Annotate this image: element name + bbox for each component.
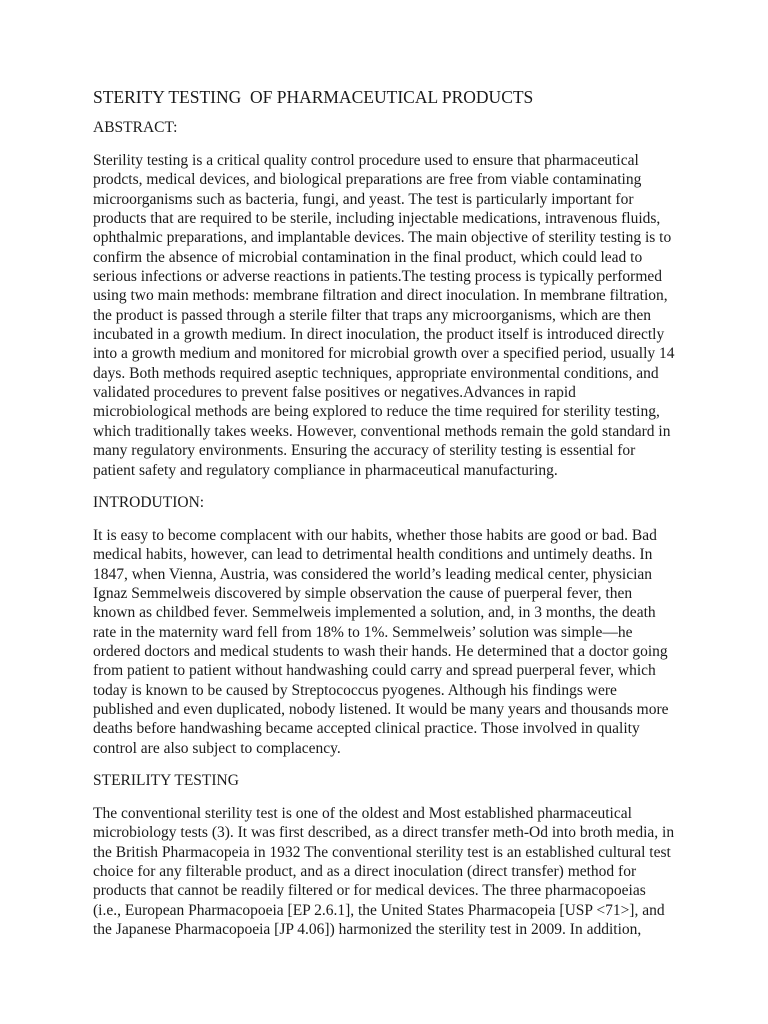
section-paragraph	[93, 526, 683, 758]
paragraph-line: days. Both methods required aseptic techniques, appropriate environmental conditions, and	[93, 364, 659, 382]
paragraph-line: the product is passed through a sterile filter that traps any microorganisms, which are then	[93, 306, 651, 324]
paragraph-line: which traditionally takes weeks. However, conventional methods remain the gold standard in	[93, 422, 671, 440]
paragraph-line: control are also subject to complacency.	[93, 739, 341, 757]
paragraph-line: medical habits, however, can lead to detrimental health conditions and untimely deaths. In	[93, 546, 653, 564]
paragraph-line: products that cannot be readily filtered or for medical devices. The three pharmacopoeias	[93, 882, 646, 900]
paragraph-line: choice for any filterable product, and as a direct inoculation (direct transfer) method for	[93, 863, 637, 880]
section-heading-abstract: ABSTRACT:	[93, 119, 178, 136]
paragraph-line: 1847, when Vienna, Austria, was considered the world’s leading medical center, physician	[93, 565, 653, 583]
paragraph-line: (i.e., European Pharmacopoeia [EP 2.6.1], the United States Pharmacopeia [USP <71>], and	[93, 901, 665, 919]
paragraph-line: from patient to patient without handwashing could carry and spread puerperal fever, which	[93, 662, 656, 680]
paragraph-line: into a growth medium and monitored for microbial growth over a specified period, usually 14	[93, 345, 675, 363]
paragraph-line: many regulatory environments. Ensuring the accuracy of sterility testing is essential for	[93, 442, 636, 460]
document-body	[93, 118, 683, 939]
paragraph-line: today is known to be caused by Streptococcus pyogenes. Although his findings were	[93, 681, 617, 699]
paragraph-line: ophthalmic preparations, and implantable devices. The main objective of sterility testing is to	[93, 229, 672, 247]
paragraph-line: confirm the absence of microbial contamination in the final product, which could lead to	[93, 248, 643, 266]
document-title: STERITY TESTING OF PHARMACEUTICAL PRODUCTS	[93, 87, 534, 107]
paragraph-line: rate in the maternity ward fell from 18% to 1%. Semmelweis’ solution was simple—he	[93, 623, 633, 641]
paragraph-line: using two main methods: membrane filtration and direct inoculation. In membrane filtration,	[93, 287, 668, 305]
paragraph-line: ordered doctors and medical students to wash their hands. He determined that a doctor going	[93, 642, 668, 660]
paragraph-line: microorganisms such as bacteria, fungi, and yeast. The test is particularly important for	[93, 190, 634, 208]
paragraph-line: It is easy to become complacent with our habits, whether those habits are good or bad. Bad	[93, 526, 657, 544]
paragraph-line: the British Pharmacopeia in 1932 The conventional sterility test is an established cultural test	[93, 843, 671, 861]
paragraph-line: incubated in a growth medium. In direct inoculation, the product itself is introduced directly	[93, 326, 665, 344]
section-paragraph	[93, 804, 683, 939]
paragraph-line: known as childbed fever. Semmelweis implemented a solution, and, in 3 months, the death	[93, 604, 656, 622]
paragraph-line: patient safety and regulatory compliance in pharmaceutical manufacturing.	[93, 461, 558, 479]
paragraph-line: the Japanese Pharmacopoeia [JP 4.06]) harmonized the sterility test in 2009. In addition,	[93, 921, 642, 939]
paragraph-line: prodcts, medical devices, and biological preparations are free from viable contaminating	[93, 171, 642, 189]
paragraph-line: The conventional sterility test is one of the oldest and Most established pharmaceutical	[93, 804, 632, 822]
paragraph-line: validated procedures to prevent false positives or negatives.Advances in rapid	[93, 384, 576, 402]
paragraph-line: serious infections or adverse reactions in patients.The testing process is typically performed	[93, 268, 663, 286]
paragraph-line: deaths before handwashing became accepted clinical practice. Those involved in quality	[93, 720, 640, 738]
paragraph-line: microbiology tests (3). It was first described, as a direct transfer meth-Od into broth media, in	[93, 824, 675, 842]
section-heading-sterility-testing: STERILITY TESTING	[93, 771, 239, 789]
paragraph-line: published and even duplicated, nobody listened. It would be many years and thousands more	[93, 700, 669, 718]
section-paragraph	[93, 151, 683, 480]
section-heading-introdution: INTRODUTION:	[93, 493, 205, 511]
paragraph-line: Sterility testing is a critical quality control procedure used to ensure that pharmaceutical	[93, 152, 639, 169]
paragraph-line: products that are required to be sterile, including injectable medications, intravenous fluids,	[93, 210, 661, 228]
paragraph-line: microbiological methods are being explored to reduce the time required for sterility testing,	[93, 403, 660, 421]
paragraph-line: Ignaz Semmelweis discovered by simple observation the cause of puerperal fever, then	[93, 584, 633, 602]
document-page	[93, 86, 683, 952]
